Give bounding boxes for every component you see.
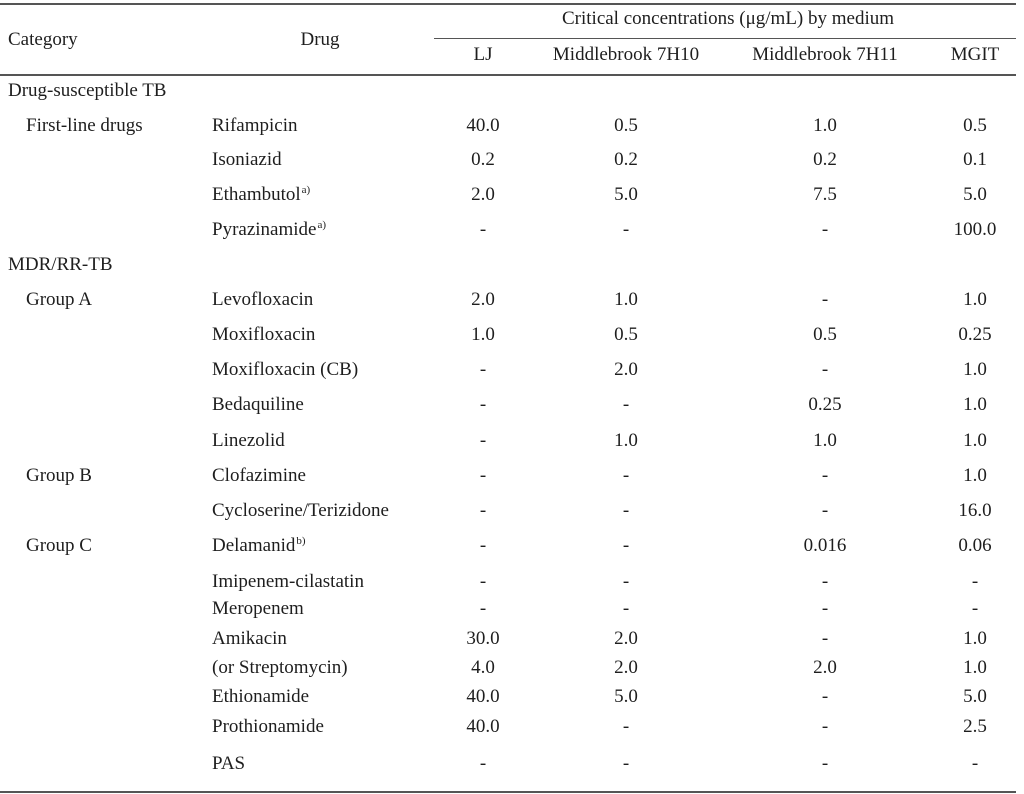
value-7h10: - [622,716,630,737]
value-lj: 40.0 [466,716,500,737]
drug-name: PAS [212,753,246,774]
drug-name: Moxifloxacin (CB) [212,359,359,380]
footnote-marker: b) [296,535,306,547]
value-mgit: 5.0 [963,184,987,205]
value-7h11: - [821,289,829,310]
value-lj: - [479,219,487,240]
value-lj: 30.0 [466,628,500,649]
value-7h11: 0.2 [813,149,837,170]
value-7h10: - [622,535,630,556]
value-7h10: 1.0 [614,289,638,310]
value-7h11: 1.0 [813,115,837,136]
value-mgit: 1.0 [963,394,987,415]
value-lj: - [479,598,487,619]
value-mgit: 2.5 [963,716,987,737]
header-medium-mgit: MGIT [950,44,1000,65]
value-lj: 40.0 [466,115,500,136]
value-lj: - [479,571,487,592]
value-mgit: 1.0 [963,289,987,310]
value-7h11: - [821,219,829,240]
value-7h11: 1.0 [813,430,837,451]
value-lj: - [479,753,487,774]
value-lj: 40.0 [466,686,500,707]
drug-name: Isoniazid [212,149,282,170]
value-lj: - [479,535,487,556]
value-lj: - [479,500,487,521]
section-heading: Drug-susceptible TB [8,80,167,101]
value-7h11: 2.0 [813,657,837,678]
value-lj: 0.2 [471,149,495,170]
category-label: Group B [26,465,92,486]
drug-name: Rifampicin [212,115,298,136]
value-7h10: 2.0 [614,628,638,649]
value-7h11: - [821,598,829,619]
value-7h10: - [622,500,630,521]
value-7h11: - [821,465,829,486]
value-lj: - [479,359,487,380]
value-mgit: - [971,753,979,774]
value-lj: 2.0 [471,184,495,205]
category-label: Group A [26,289,92,310]
value-mgit: 1.0 [963,359,987,380]
drug-name: Meropenem [212,598,304,619]
drug-name: Prothionamide [212,716,324,737]
value-mgit: 1.0 [963,465,987,486]
value-mgit: 0.25 [958,324,992,345]
drug-name: Ethionamide [212,686,310,707]
value-7h11: 0.25 [808,394,842,415]
footnote-marker: a) [301,184,311,196]
value-7h10: 2.0 [614,359,638,380]
value-mgit: 0.5 [963,115,987,136]
drug-name: Delamanid$^{b)}$ [212,535,306,556]
drug-name: Cycloserine/Terizidone [212,500,389,521]
value-7h10: 5.0 [614,184,638,205]
value-7h11: 7.5 [813,184,837,205]
value-lj: - [479,465,487,486]
value-7h10: 2.0 [614,657,638,678]
value-7h11: 0.016 [803,535,847,556]
category-label: First-line drugs [26,115,143,136]
value-7h11: - [821,686,829,707]
value-7h10: - [622,598,630,619]
value-mgit: 1.0 [963,430,987,451]
drug-name: Clofazimine [212,465,306,486]
header-drug: Drug [300,29,340,50]
value-mgit: 100.0 [953,219,997,240]
value-7h11: - [821,753,829,774]
drug-name: Bedaquiline [212,394,304,415]
value-lj: 4.0 [471,657,495,678]
drug-name: (or Streptomycin) [212,657,348,678]
category-label: Group C [26,535,92,556]
value-7h11: - [821,359,829,380]
value-7h11: - [821,571,829,592]
value-mgit: - [971,571,979,592]
value-7h10: 1.0 [614,430,638,451]
value-mgit: - [971,598,979,619]
header-medium-lj: LJ [473,44,493,65]
header-medium-7h10: Middlebrook 7H10 [552,44,700,65]
value-mgit: 16.0 [958,500,992,521]
value-lj: - [479,430,487,451]
drug-name: Imipenem-cilastatin [212,571,364,592]
drug-name: Moxifloxacin [212,324,316,345]
value-lj: 2.0 [471,289,495,310]
header-category: Category [8,29,78,50]
footnote-marker: a) [317,219,327,231]
value-7h11: - [821,716,829,737]
value-mgit: 0.1 [963,149,987,170]
value-mgit: 1.0 [963,657,987,678]
bottom-rule [0,791,1016,793]
header-span-title: Critical concentrations (μg/mL) by medium [561,8,895,29]
value-mgit: 0.06 [958,535,992,556]
value-7h11: 0.5 [813,324,837,345]
value-7h10: - [622,465,630,486]
drug-name: Levofloxacin [212,289,314,310]
top-rule [0,3,1016,5]
drug-name: Ethambutol$^{a)}$ [212,184,311,205]
value-mgit: 1.0 [963,628,987,649]
value-7h10: - [622,394,630,415]
value-7h10: - [622,571,630,592]
value-7h10: - [622,753,630,774]
drug-name: Amikacin [212,628,287,649]
value-7h10: 0.2 [614,149,638,170]
header-bottom-rule [0,74,1016,76]
value-7h10: - [622,219,630,240]
value-7h11: - [821,500,829,521]
section-heading: MDR/RR-TB [8,254,113,275]
value-lj: 1.0 [471,324,495,345]
value-7h10: 5.0 [614,686,638,707]
header-span-rule [434,38,1016,39]
value-lj: - [479,394,487,415]
value-mgit: 5.0 [963,686,987,707]
value-7h10: 0.5 [614,324,638,345]
drug-name: Pyrazinamide$^{a)}$ [212,219,327,240]
value-7h10: 0.5 [614,115,638,136]
value-7h11: - [821,628,829,649]
drug-name: Linezolid [212,430,285,451]
header-medium-7h11: Middlebrook 7H11 [752,44,898,65]
